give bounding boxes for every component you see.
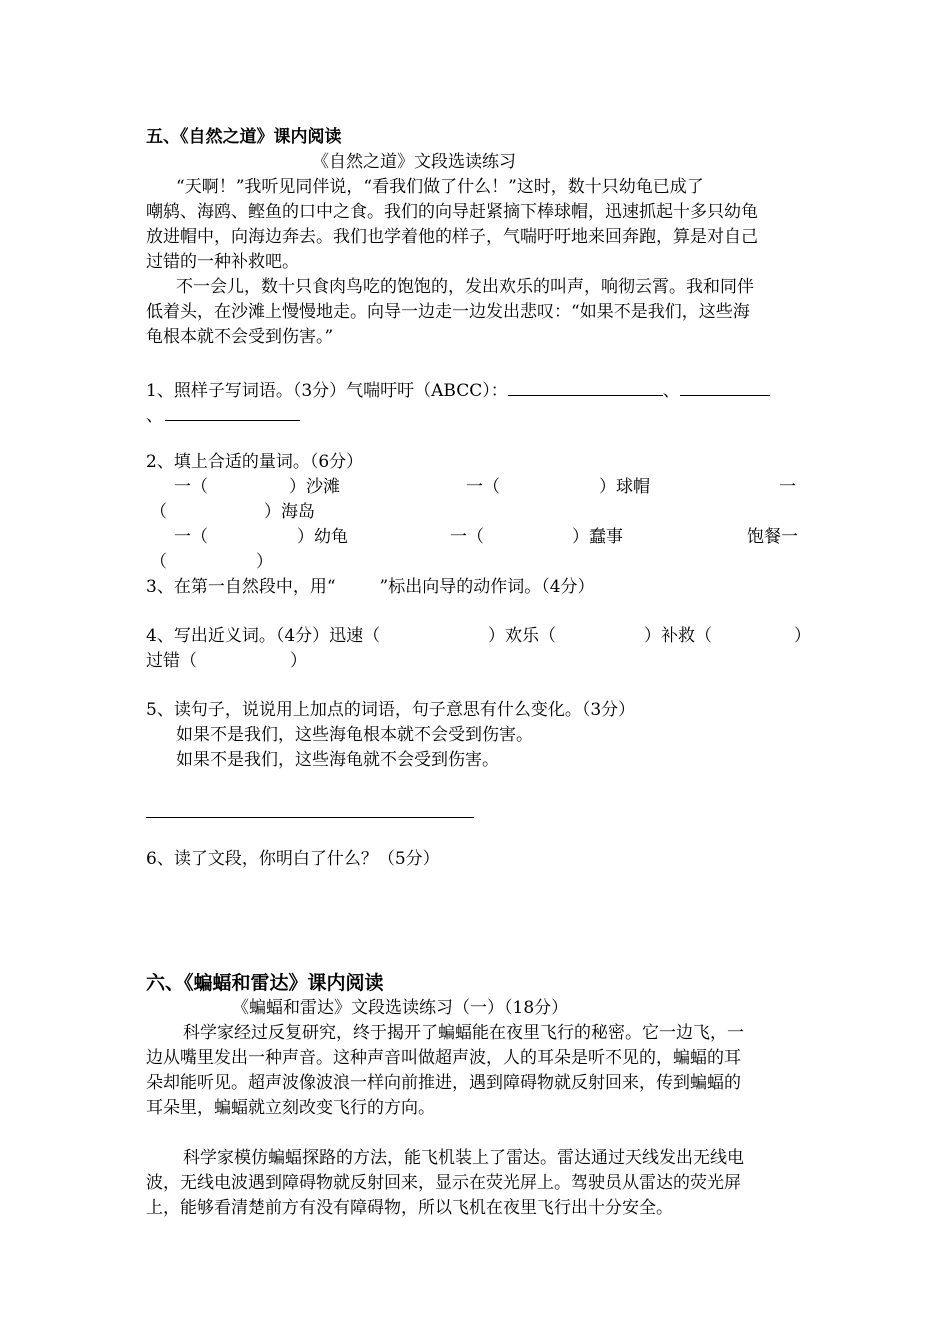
passage-line: 过错的一种补救吧。 <box>146 252 299 272</box>
measure-item: 一（ <box>450 527 484 547</box>
question-text: ）欢乐（ <box>488 626 556 646</box>
passage-line: 不一会儿，数十只食肉鸟吃的饱饱的，发出欢乐的叫声，响彻云霄。我和同伴 <box>176 277 754 297</box>
question-3 <box>146 575 595 600</box>
question-text: ）补救（ <box>644 626 712 646</box>
separator: 、 <box>662 381 680 401</box>
passage-line: 耳朵里，蝙蝠就立刻改变飞行的方向。 <box>146 1098 435 1118</box>
measure-item: ）沙滩 <box>289 477 340 497</box>
question-6: 6、读了文段，你明白了什么？（5分） <box>146 849 440 869</box>
answer-line[interactable] <box>146 817 474 818</box>
measure-item: （ <box>150 552 167 572</box>
answer-blank[interactable] <box>508 377 663 396</box>
measure-item: ）蠢事 <box>572 527 623 547</box>
measure-item: 一（ <box>174 527 208 547</box>
passage-line: “天啊！”我听见同伴说，“看我们做了什么！”这时，数十只幼龟已成了 <box>176 177 704 197</box>
passage-line: 嘲鸫、海鸥、鲣鱼的口中之食。我们的向导赶紧摘下棒球帽，迅速抓起十多只幼龟 <box>146 202 758 222</box>
question-text-end: ”标出向导的动作词。（4分） <box>379 577 595 597</box>
measure-item: （ <box>150 502 167 522</box>
separator: 、 <box>146 406 163 426</box>
answer-blank[interactable] <box>680 377 770 396</box>
measure-item: 一 <box>779 477 796 497</box>
passage-line: 朵却能听见。超声波像波浪一样向前推进，遇到障碍物就反射回来，传到蝙蝠的 <box>146 1073 741 1093</box>
passage-line: 放进帽中，向海边奔去。我们也学着他的样子，气喘吁吁地来回奔跑，算是对自己 <box>146 227 758 247</box>
question-2: 2、填上合适的量词。（6分） <box>146 452 364 472</box>
question-text: 4、写出近义词。（4分）迅速（ <box>146 626 381 646</box>
passage-line: 低着头，在沙滩上慢慢地走。向导一边走一边发出悲叹：“如果不是我们，这些海 <box>146 302 750 322</box>
question-text: 3、在第一自然段中，用“ <box>146 577 336 597</box>
question-text: ） <box>794 626 811 646</box>
passage-line: 边从嘴里发出一种声音。这种声音叫做超声波，人的耳朵是听不见的，蝙蝠的耳 <box>146 1048 741 1068</box>
section-subtitle: 《自然之道》文段选读练习 <box>312 152 516 172</box>
measure-item: 饱餐一 <box>747 527 798 547</box>
question-1-cont <box>146 402 300 429</box>
passage-line: 波，无线电波遇到障碍物就反射回来，显示在荧光屏上。驾驶员从雷达的荧光屏 <box>146 1173 741 1193</box>
measure-item: 一（ <box>174 477 208 497</box>
section-subtitle: 《蝙蝠和雷达》文段选读练习（一）（18分） <box>232 998 569 1018</box>
sentence-2: 如果不是我们，这些海龟就不会受到伤害。 <box>176 750 499 770</box>
measure-item: ） <box>256 552 273 572</box>
sentence-1: 如果不是我们，这些海龟根本就不会受到伤害。 <box>176 725 533 745</box>
measure-item: 一（ <box>466 477 500 497</box>
passage-line: 科学家经过反复研究，终于揭开了蝙蝠能在夜里飞行的秘密。它一边飞，一 <box>183 1023 744 1043</box>
question-text: 过错（ <box>146 651 197 671</box>
passage-line: 龟根本就不会受到伤害。” <box>146 327 334 347</box>
section-heading: 六、《蝙蝠和雷达》课内阅读 <box>146 972 384 994</box>
question-1 <box>146 377 770 404</box>
measure-item: ）幼龟 <box>297 527 348 547</box>
question-text: ） <box>290 651 307 671</box>
question-5: 5、读句子，说说用上加点的词语，句子意思有什么变化。（3分） <box>146 700 636 720</box>
measure-item: ）海岛 <box>264 502 315 522</box>
answer-blank[interactable] <box>165 402 300 421</box>
passage-line: 科学家模仿蝙蝠探路的方法，能飞机装上了雷达。雷达通过天线发出无线电 <box>183 1148 744 1168</box>
measure-item: ）球帽 <box>599 477 650 497</box>
section-heading: 五、《自然之道》课内阅读 <box>146 127 342 147</box>
question-text: 1、照样子写词语。（3分）气喘吁吁（ABCC）： <box>146 381 508 401</box>
passage-line: 上，能够看清楚前方有没有障碍物，所以飞机在夜里飞行出十分安全。 <box>146 1198 673 1218</box>
